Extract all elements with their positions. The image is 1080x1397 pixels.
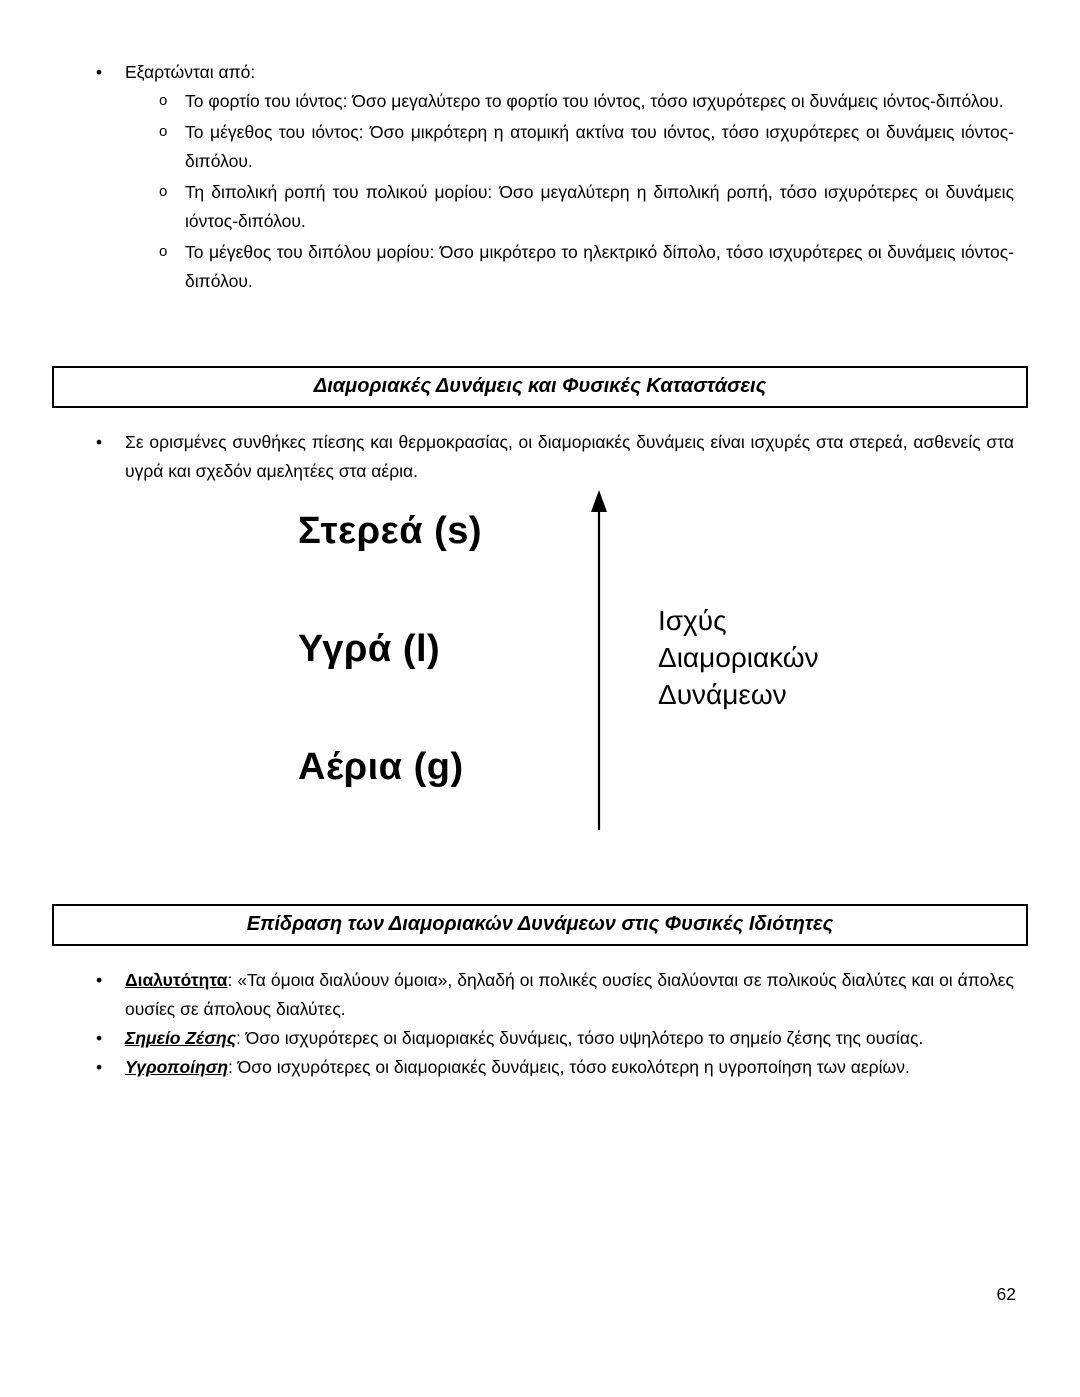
list-item: [52, 966, 1028, 1024]
term-boiling-point-text: : Όσο ισχυρότερες οι διαμοριακές δυνάμεις, τόσο υψηλότερο το σημείο ζέσης της ουσίας.: [236, 1028, 924, 1048]
axis-label-line: Δυνάμεων: [658, 679, 787, 710]
term-liquefaction-text: : Όσο ισχυρότερες οι διαμοριακές δυνάμεις, τόσο ευκολότερη η υγροποίηση των αερίων.: [228, 1057, 910, 1077]
page-number: 62: [996, 1284, 1016, 1304]
up-arrow-icon: [586, 490, 612, 841]
state-gas-label: Αέρια (g): [298, 746, 464, 788]
term-solubility: Διαλυτότητα: [125, 970, 228, 990]
list-item: [52, 1024, 1028, 1053]
dependencies-sublist: [52, 87, 1028, 296]
state-liquid-label: Υγρά (l): [298, 628, 441, 670]
section-title-states: Διαμοριακές Δυνάμεις και Φυσικές Καταστάσεις: [52, 366, 1028, 408]
axis-label: [658, 602, 819, 713]
section1-list: [52, 428, 1028, 486]
term-liquefaction: Υγροποίηση: [125, 1057, 229, 1077]
list-item: o Το μέγεθος του διπόλου μορίου: Όσο μικρότερο το ηλεκτρικό δίπολο, τόσο ισχυρότερες οι δυνάμεις ιόντος-διπόλου.: [52, 238, 1028, 296]
axis-label-line: Διαμοριακών: [658, 642, 819, 673]
dependencies-list: [52, 58, 1028, 87]
list-item: • Σε ορισμένες συνθήκες πίεσης και θερμοκρασίας, οι διαμοριακές δυνάμεις είναι ισχυρές στα στερεά, ασθενείς στα υγρά και σχεδόν αμελητέες στα αέρια.: [52, 428, 1028, 486]
list-item: o Τη διπολική ροπή του πολικού μορίου: Όσο μεγαλύτερη η διπολική ροπή, τόσο ισχυρότερες οι δυνάμεις ιόντος-διπόλου.: [52, 178, 1028, 236]
dependencies-lead: • Εξαρτώνται από:: [52, 58, 1028, 87]
list-item: o Το μέγεθος του ιόντος: Όσο μικρότερη η ατομική ακτίνα του ιόντος, τόσο ισχυρότερες οι δυνάμεις ιόντος-διπόλου.: [52, 118, 1028, 176]
states-figure: [52, 490, 1028, 856]
states-column: [298, 508, 482, 790]
term-boiling-point: Σημείο Ζέσης: [125, 1028, 237, 1048]
state-solid-label: Στερεά (s): [298, 510, 483, 552]
term-solubility-text: : «Τα όμοια διαλύουν όμοια», δηλαδή οι πολικές ουσίες διαλύονται σε πολικούς διαλύτες και οι άπολες ουσίες σε άπολους διαλύτες.: [125, 970, 1014, 1019]
properties-list: [52, 966, 1028, 1082]
list-item: [52, 1053, 1028, 1082]
axis-label-line: Ισχύς: [658, 605, 727, 636]
section-title-properties: Επίδραση των Διαμοριακών Δυνάμεων στις Φυσικές Ιδιότητες: [52, 904, 1028, 946]
list-item: o Το φορτίο του ιόντος: Όσο μεγαλύτερο το φορτίο του ιόντος, τόσο ισχυρότερες οι δυνάμεις ιόντος-διπόλου.: [52, 87, 1028, 116]
